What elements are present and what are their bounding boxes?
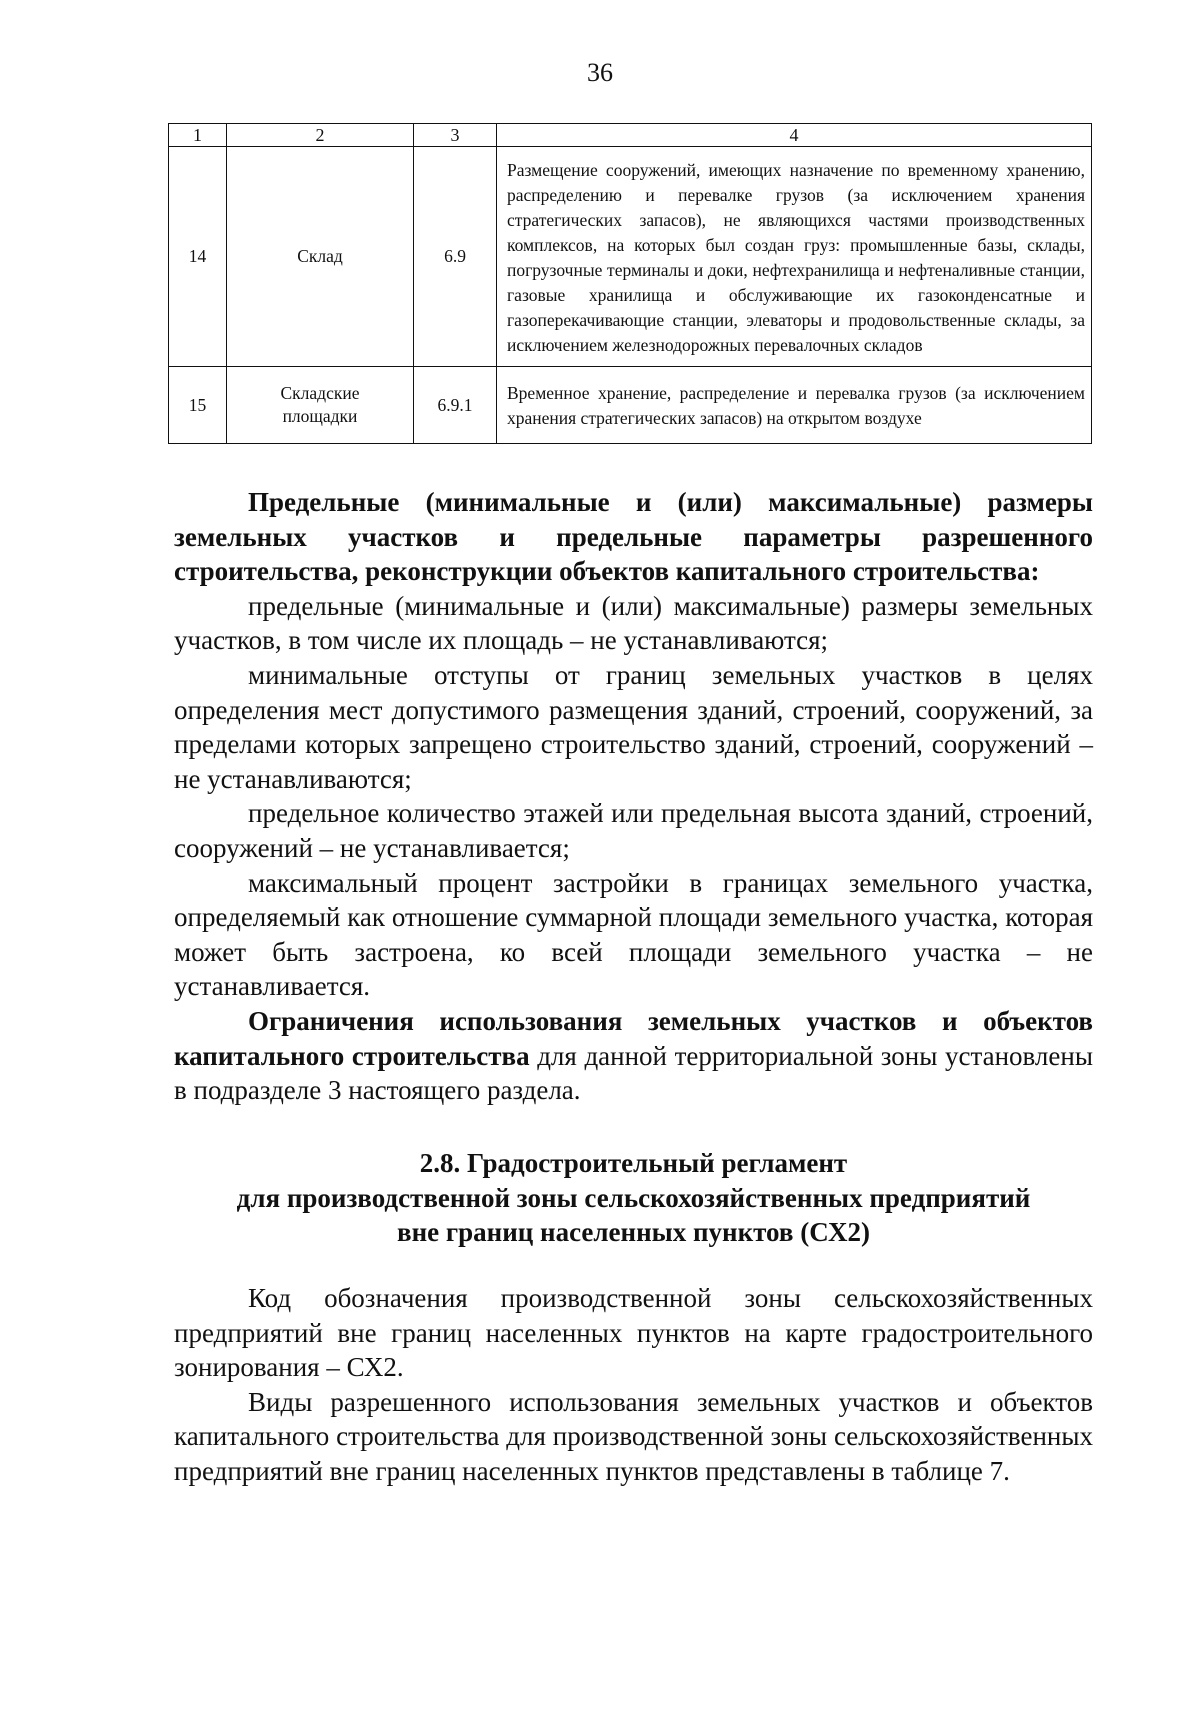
use-type-name: Склад — [227, 147, 414, 367]
use-type-code: 6.9.1 — [414, 367, 497, 444]
limits-heading: Предельные (минимальные и (или) максимальные) размеры земельных участков и предельные параметры разрешенного строительства, реконструкции объектов капитального строительства: — [174, 487, 1093, 587]
restrictions-bold: Ограничения использования земельных участков и объектов капитального строительства — [174, 1005, 1093, 1071]
limits-item: минимальные отступы от границ земельных участков в целях определения мест допустимого размещения зданий, строений, сооружений, за пределами которых запрещено строительство зданий, строений, сооружений – не устанавливаются; — [174, 659, 1093, 794]
limits-item: максимальный процент застройки в границах земельного участка, определяемый как отношение суммарной площади земельного участка, которая может быть застроена, ко всей площади земельного участка – не устанавливается. — [174, 867, 1093, 1002]
section-title-line: для производственной зоны сельскохозяйственных предприятий — [236, 1182, 1031, 1213]
use-type-description: Временное хранение, распределение и перевалка грузов (за исключением хранения стратегических запасов) на открытом воздухе — [497, 367, 1092, 444]
section-paragraph: Виды разрешенного использования земельных участков и объектов капитального строительства для производственной зоны сельскохозяйственных предприятий вне границ населенных пунктов представлены в таблице 7. — [174, 1386, 1093, 1486]
use-type-name: Складские площадки — [227, 367, 414, 444]
table-header-cell: 2 — [227, 124, 414, 147]
section-title-line: вне границ населенных пунктов (СХ2) — [396, 1217, 870, 1248]
table-row — [169, 147, 1092, 367]
row-number: 15 — [169, 367, 227, 444]
table-header-cell: 3 — [414, 124, 497, 147]
restrictions-paragraph — [174, 1004, 1093, 1108]
limits-block — [174, 485, 1093, 1108]
land-use-table — [168, 123, 1092, 444]
use-type-description: Размещение сооружений, имеющих назначение по временному хранению, распределению и перевалке грузов (за исключением хранения стратегических запасов), не являющихся частями производственных комплексов, на которых был создан груз: промышленные базы, склады, погрузочные терминалы и доки, нефтехранилища и нефтеналивные станции, газовые хранилища и обслуживающие их газоконденсатные и газоперекачивающие станции, элеваторы и продовольственные склады, за исключением железнодорожных перевалочных складов — [497, 147, 1092, 367]
section-title-line: 2.8. Градостроительный регламент — [419, 1148, 848, 1178]
restrictions-text: для данной территориальной зоны установлены в подразделе 3 настоящего раздела. — [174, 1040, 1093, 1106]
limits-item: предельные (минимальные и (или) максимальные) размеры земельных участков, в том числе их площадь – не устанавливаются; — [174, 590, 1093, 656]
limits-item: предельное количество этажей или предельная высота зданий, строений, сооружений – не устанавливается; — [174, 798, 1093, 863]
table-row — [169, 367, 1092, 444]
use-type-code: 6.9 — [414, 147, 497, 367]
table-header-row — [169, 124, 1092, 147]
table-header-cell: 1 — [169, 124, 227, 147]
section-heading — [174, 1146, 1093, 1250]
row-number: 14 — [169, 147, 227, 367]
section-paragraph: Код обозначения производственной зоны сельскохозяйственных предприятий вне границ населенных пунктов на карте градостроительного зонирования – СХ2. — [174, 1283, 1093, 1383]
section-body — [174, 1281, 1093, 1489]
page-number: 36 — [587, 58, 613, 87]
table-header-cell: 4 — [497, 124, 1092, 147]
